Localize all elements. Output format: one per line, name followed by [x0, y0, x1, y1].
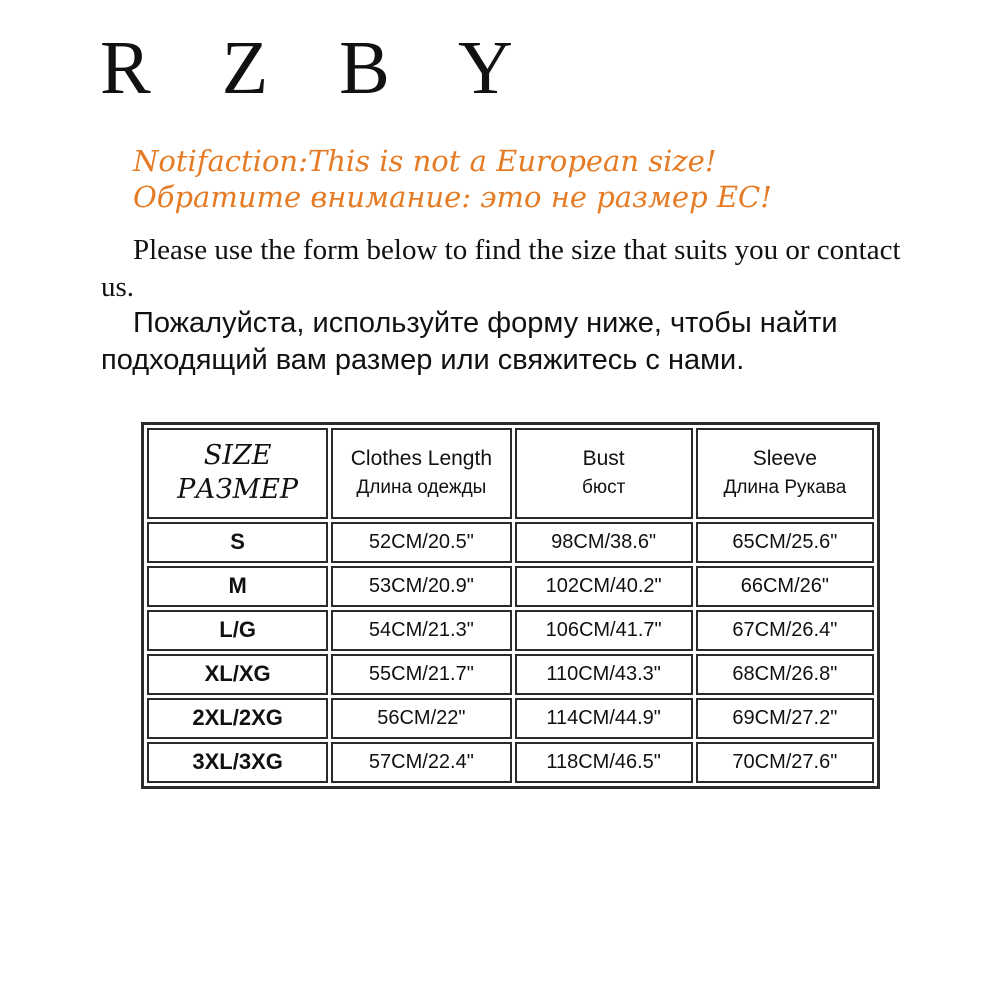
size-table	[144, 425, 877, 786]
sleeve-cell: 69CM/27.2"	[696, 698, 874, 739]
table-row	[147, 742, 874, 783]
length-cell: 53CM/20.9"	[331, 566, 511, 607]
notice-english: Notifaction:This is not a European size!	[133, 144, 717, 178]
length-header-ru: Длина одежды	[356, 477, 487, 499]
table-row	[147, 610, 874, 651]
bust-cell: 110CM/43.3"	[515, 654, 693, 695]
size-cell: 2XL/2XG	[147, 698, 328, 739]
instructions-russian: Пожалуйста, используйте форму ниже, чтобы найти подходящий вам размер или свяжитесь с нами.	[101, 307, 838, 376]
length-cell: 52CM/20.5"	[331, 522, 511, 563]
size-cell: 3XL/3XG	[147, 742, 328, 783]
length-cell: 55CM/21.7"	[331, 654, 511, 695]
size-chart	[141, 422, 880, 789]
bust-cell: 114CM/44.9"	[515, 698, 693, 739]
bust-column-header	[515, 428, 693, 519]
sleeve-header-ru: Длина Рукава	[723, 477, 847, 499]
sleeve-cell: 65CM/25.6"	[696, 522, 874, 563]
table-row	[147, 522, 874, 563]
notice-russian: Обратите внимание: это не размер ЕС!	[133, 180, 772, 214]
length-cell: 56CM/22"	[331, 698, 511, 739]
size-cell: S	[147, 522, 328, 563]
sleeve-header-en: Sleeve	[752, 447, 817, 471]
size-header-ru: РАЗМЕР	[177, 474, 299, 506]
length-header-en: Clothes Length	[350, 447, 493, 471]
size-cell: L/G	[147, 610, 328, 651]
length-cell: 57CM/22.4"	[331, 742, 511, 783]
bust-cell: 106CM/41.7"	[515, 610, 693, 651]
sleeve-column-header	[696, 428, 874, 519]
sleeve-cell: 67CM/26.4"	[696, 610, 874, 651]
size-header-en: SIZE	[203, 440, 272, 472]
length-column-header	[331, 428, 511, 519]
sleeve-cell: 68CM/26.8"	[696, 654, 874, 695]
size-cell: M	[147, 566, 328, 607]
bust-header-ru: бюст	[581, 477, 626, 499]
table-row	[147, 698, 874, 739]
size-cell: XL/XG	[147, 654, 328, 695]
table-row	[147, 566, 874, 607]
brand-logo: R Z B Y	[100, 26, 539, 110]
instructions-english: Please use the form below to find the size that suits you or contact us.	[101, 234, 901, 303]
sleeve-cell: 70CM/27.6"	[696, 742, 874, 783]
bust-cell: 118CM/46.5"	[515, 742, 693, 783]
bust-cell: 102CM/40.2"	[515, 566, 693, 607]
size-column-header	[147, 428, 328, 519]
length-cell: 54CM/21.3"	[331, 610, 511, 651]
table-header-row	[147, 428, 874, 519]
sleeve-cell: 66CM/26"	[696, 566, 874, 607]
table-row	[147, 654, 874, 695]
bust-header-en: Bust	[582, 447, 625, 471]
bust-cell: 98CM/38.6"	[515, 522, 693, 563]
